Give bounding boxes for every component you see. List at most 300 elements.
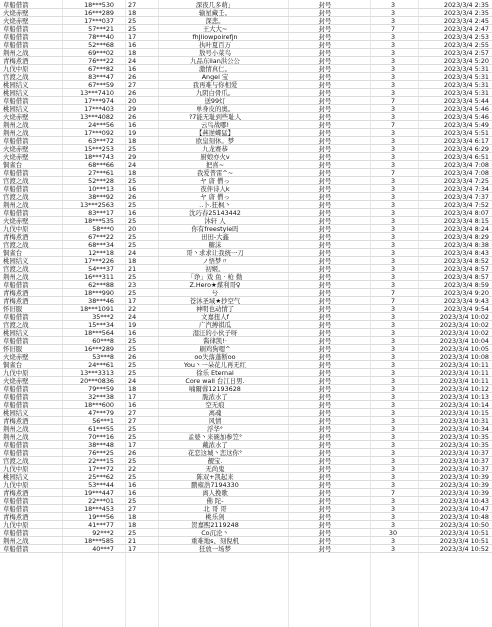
nickname-cell: You丶一朵花儿再无红 (183, 361, 247, 369)
days-cell: 7 (390, 25, 396, 33)
level-cell: 25 (128, 361, 137, 369)
time-cell: 2023/3/4 10:15 (439, 409, 489, 417)
time-cell: 2023/3/4 10:43 (439, 497, 489, 505)
time-cell: 2023/3/4 5:31 (443, 81, 489, 89)
action-cell: 封号 (318, 9, 332, 17)
account-cell: 10***13 (88, 185, 114, 193)
account-cell: 83***47 (88, 73, 114, 81)
nickname-cell: 欧皇刻休。梦 (195, 137, 235, 145)
level-cell: 25 (128, 17, 137, 25)
account-cell: 17***037 (84, 17, 114, 25)
server-cell: 青梅煮酒 (3, 489, 29, 497)
action-cell: 封号 (318, 137, 332, 145)
nickname-cell: 广汽搏祺瓜 (199, 321, 231, 329)
time-cell: 2023/3/4 9:43 (443, 297, 489, 305)
nickname-cell: 浮华° (207, 425, 223, 433)
level-cell: 24 (128, 377, 137, 385)
table-row (0, 505, 492, 513)
table-row (0, 9, 492, 17)
action-cell: 封号 (318, 177, 332, 185)
time-cell: 2023/3/4 5:31 (443, 89, 489, 97)
nickname-cell: 「诤」戏 鱼 · 枪 勤 (187, 273, 243, 281)
action-cell: 封号 (318, 201, 332, 209)
time-cell: 2023/3/4 10:11 (439, 361, 489, 369)
table-row (0, 329, 492, 337)
server-cell: 青梅煮酒 (3, 289, 29, 297)
action-cell: 封号 (318, 457, 332, 465)
nickname-cell: 湿汪的小伙子呀 (192, 329, 238, 337)
account-cell: 18***990 (84, 289, 114, 297)
table-row (0, 81, 492, 89)
days-cell: 3 (390, 193, 396, 201)
account-cell: 19***56 (88, 513, 114, 521)
server-cell: 铜雀台 (3, 361, 23, 369)
account-cell: 19***447 (84, 489, 114, 497)
account-cell: 38***48 (88, 441, 114, 449)
action-cell: 封号 (318, 17, 332, 25)
action-cell: 封号 (318, 97, 332, 105)
table-row (0, 449, 492, 457)
nickname-cell: 把喜~ (205, 161, 225, 169)
action-cell: 封号 (318, 449, 332, 457)
time-cell: 2023/3/4 2:35 (443, 1, 489, 9)
server-cell: 草船借箭 (3, 529, 29, 537)
action-cell: 封号 (318, 505, 332, 513)
nickname-cell: 执叶夏百万 (199, 41, 231, 49)
account-cell: 40***7 (92, 545, 114, 553)
server-cell: 火烧赤壁 (3, 217, 29, 225)
time-cell: 2023/3/4 10:02 (439, 313, 489, 321)
server-cell: 草船借箭 (3, 33, 29, 41)
days-cell: 3 (390, 9, 396, 17)
action-cell: 封号 (318, 345, 332, 353)
table-row (0, 65, 492, 73)
time-cell: 2023/3/4 6:29 (443, 145, 489, 153)
days-cell: 3 (390, 425, 396, 433)
table-row (0, 121, 492, 129)
action-cell: 封号 (318, 465, 332, 473)
account-cell: 41***77 (88, 521, 114, 529)
account-cell: 83***17 (88, 209, 114, 217)
time-cell: 2023/3/4 10:37 (439, 465, 489, 473)
level-cell: 25 (128, 425, 137, 433)
account-cell: 22***15 (88, 457, 114, 465)
level-cell: 26 (128, 113, 137, 121)
level-cell: 25 (128, 433, 137, 441)
action-cell: 封号 (318, 1, 332, 9)
days-cell: 3 (390, 313, 396, 321)
account-cell: 16***289 (84, 345, 114, 353)
action-cell: 封号 (318, 25, 332, 33)
action-cell: 封号 (318, 129, 332, 137)
table-row (0, 289, 492, 297)
time-cell: 2023/3/4 2:57 (443, 49, 489, 57)
time-cell: 2023/3/4 7:08 (443, 169, 489, 177)
server-cell: 桃园结义 (3, 473, 29, 481)
level-cell: 22 (128, 305, 137, 313)
level-cell: 27 (128, 409, 137, 417)
action-cell: 封号 (318, 401, 332, 409)
server-cell: 草船借箭 (3, 25, 29, 33)
nickname-cell: 单身皮的奥。 (195, 105, 235, 113)
days-cell: 3 (390, 385, 396, 393)
days-cell: 3 (390, 545, 396, 553)
nickname-cell: Z.Hero★煤利哥♀ (189, 281, 241, 289)
action-cell: 封号 (318, 225, 332, 233)
account-cell: 18***530 (84, 1, 114, 9)
server-cell: 草船借箭 (3, 545, 29, 553)
time-cell: 2023/3/4 5:46 (443, 105, 489, 113)
account-cell: 67***82 (88, 65, 114, 73)
action-cell: 封号 (318, 273, 332, 281)
nickname-cell: ?7能无耻到些耻人 (188, 113, 242, 121)
time-cell: 2023/3/4 6:51 (443, 153, 489, 161)
server-cell: 草船借箭 (3, 497, 29, 505)
server-cell: 官渡之战 (3, 177, 29, 185)
level-cell: 25 (128, 529, 137, 537)
days-cell: 3 (390, 137, 396, 145)
server-cell: 九伐中原 (3, 481, 29, 489)
time-cell: 2023/3/4 9:54 (443, 305, 489, 313)
time-cell: 2023/3/4 2:55 (443, 41, 489, 49)
action-cell: 封号 (318, 521, 332, 529)
time-cell: 2023/3/4 8:38 (443, 241, 489, 249)
account-cell: 16***289 (84, 9, 114, 17)
time-cell: 2023/3/4 10:34 (439, 425, 489, 433)
server-cell: 青梅煮酒 (3, 513, 29, 521)
time-cell: 2023/3/4 7:34 (443, 185, 489, 193)
time-cell: 2023/3/4 8:59 (443, 281, 489, 289)
nickname-cell: ヤ 唐 僧っ (200, 177, 230, 185)
days-cell: 3 (390, 241, 396, 249)
nickname-cell: Co沉沦丶 (201, 529, 229, 537)
time-cell: 2023/3/4 5:31 (443, 65, 489, 73)
time-cell: 2023/3/4 10:39 (439, 489, 489, 497)
level-cell: 23 (128, 281, 137, 289)
account-cell: 53***44 (88, 481, 114, 489)
account-cell: 15***253 (84, 145, 114, 153)
days-cell: 3 (390, 273, 396, 281)
time-cell: 2023/3/4 8:43 (443, 249, 489, 257)
account-cell: 13***3313 (80, 369, 114, 377)
level-cell: 25 (128, 201, 137, 209)
days-cell: 3 (390, 41, 396, 49)
action-cell: 封号 (318, 153, 332, 161)
days-cell: 3 (390, 161, 396, 169)
time-cell: 2023/3/4 10:52 (439, 545, 489, 553)
time-cell: 2023/3/4 10:02 (439, 329, 489, 337)
time-cell: 2023/3/4 6:17 (443, 137, 489, 145)
nickname-cell: 糖沫 (208, 241, 222, 249)
level-cell: 18 (128, 521, 137, 529)
level-cell: 18 (128, 9, 137, 17)
level-cell: 24 (128, 249, 137, 257)
server-cell: 荆州之战 (3, 49, 29, 57)
table-row (0, 33, 492, 41)
table-row (0, 145, 492, 153)
server-cell: 官渡之战 (3, 73, 29, 81)
nickname-cell: 桃乐剑 (205, 513, 225, 521)
time-cell: 2023/3/4 10:47 (439, 505, 489, 513)
account-cell: 57***21 (88, 25, 114, 33)
days-cell: 3 (390, 449, 396, 457)
level-cell: 25 (128, 345, 137, 353)
account-cell: 35***2 (92, 313, 114, 321)
days-cell: 3 (390, 329, 396, 337)
time-cell: 2023/3/4 8:29 (443, 233, 489, 241)
level-cell: 16 (128, 121, 137, 129)
action-cell: 封号 (318, 337, 332, 345)
time-cell: 2023/3/4 10:51 (439, 537, 489, 545)
level-cell: 17 (128, 33, 137, 41)
nickname-cell: 田田-大鑫 (201, 233, 229, 241)
days-cell: 3 (390, 249, 396, 257)
table-row (0, 361, 492, 369)
nickname-cell: 神明也动情了 (195, 305, 235, 313)
account-cell: 67***22 (88, 233, 114, 241)
nickname-cell: 陈双+凯起来 (196, 473, 234, 481)
account-cell: 53***8 (92, 353, 114, 361)
level-cell: 16 (128, 329, 137, 337)
action-cell: 封号 (318, 321, 332, 329)
action-cell: 封号 (318, 353, 332, 361)
days-cell: 3 (390, 265, 396, 273)
account-cell: 16***311 (84, 273, 114, 281)
table-row (0, 161, 492, 169)
action-cell: 封号 (318, 217, 332, 225)
days-cell: 7 (390, 289, 396, 297)
action-cell: 封号 (318, 481, 332, 489)
level-cell: 16 (128, 41, 137, 49)
days-cell: 3 (390, 217, 396, 225)
table-row (0, 249, 492, 257)
level-cell: 17 (128, 441, 137, 449)
nickname-cell: 敖号小菜鸟 (199, 49, 231, 57)
level-cell: 25 (128, 145, 137, 153)
table-row (0, 313, 492, 321)
level-cell: 24 (128, 57, 137, 65)
server-cell: 九伐中原 (3, 465, 29, 473)
nickname-cell: 离魂 (208, 409, 222, 417)
table-row (0, 105, 492, 113)
level-cell: 17 (128, 545, 137, 553)
level-cell: 25 (128, 457, 137, 465)
server-cell: 草船借箭 (3, 185, 29, 193)
nickname-cell: 沐轩 人 (204, 217, 226, 225)
level-cell: 18 (128, 513, 137, 521)
server-cell: 草船借箭 (3, 385, 29, 393)
server-cell: 火烧赤壁 (3, 353, 29, 361)
server-cell: 桃园结义 (3, 329, 29, 337)
server-cell: 桃园结义 (3, 105, 29, 113)
nickname-cell: 刷鸡狗嗯^ (199, 345, 231, 353)
days-cell: 3 (390, 401, 396, 409)
level-cell: 26 (128, 193, 137, 201)
server-cell: 火烧赤壁 (3, 153, 29, 161)
level-cell: 18 (128, 169, 137, 177)
days-cell: 3 (390, 321, 396, 329)
nickname-cell: 王大大~ (202, 25, 228, 33)
level-cell: 16 (128, 489, 137, 497)
account-cell: 32***38 (88, 393, 114, 401)
action-cell: 封号 (318, 369, 332, 377)
time-cell: 2023/3/4 2:35 (443, 9, 489, 17)
time-cell: 2023/3/4 10:50 (439, 521, 489, 529)
table-row (0, 297, 492, 305)
days-cell: 3 (390, 409, 396, 417)
level-cell: 18 (128, 137, 137, 145)
table-row (0, 25, 492, 33)
level-cell: 19 (128, 321, 137, 329)
days-cell: 3 (390, 129, 396, 137)
table-row (0, 433, 492, 441)
time-cell: 2023/3/4 10:39 (439, 473, 489, 481)
table-row (0, 369, 492, 377)
table-row (0, 489, 492, 497)
level-cell: 20 (128, 225, 137, 233)
nickname-cell: 喃爾蓉12193628 (189, 385, 241, 393)
days-cell: 3 (390, 49, 396, 57)
days-cell: 3 (390, 521, 396, 529)
account-cell: 78***40 (88, 33, 114, 41)
days-cell: 3 (390, 345, 396, 353)
account-cell: 62***88 (88, 281, 114, 289)
days-cell: 7 (390, 169, 396, 177)
days-cell: 3 (390, 145, 396, 153)
action-cell: 封号 (318, 305, 332, 313)
nickname-cell: 鹏雍浩7194330 (191, 481, 239, 489)
account-cell: 17***72 (88, 465, 114, 473)
server-cell: 官渡之战 (3, 193, 29, 201)
table-row (0, 57, 492, 65)
action-cell: 封号 (318, 41, 332, 49)
server-cell: 青梅煮酒 (3, 57, 29, 65)
level-cell: 16 (128, 185, 137, 193)
action-cell: 封号 (318, 185, 332, 193)
table-row (0, 185, 492, 193)
days-cell: 3 (390, 89, 396, 97)
table-row (0, 481, 492, 489)
time-cell: 2023/3/4 10:37 (439, 449, 489, 457)
action-cell: 封号 (318, 361, 332, 369)
action-cell: 封号 (318, 537, 332, 545)
days-cell: 3 (390, 113, 396, 121)
account-cell: 18***585 (84, 537, 114, 545)
account-cell: 18***743 (84, 153, 114, 161)
nickname-cell: fhJIiowpoirefjn (192, 33, 238, 41)
days-cell: 3 (390, 57, 396, 65)
table-row (0, 521, 492, 529)
server-cell: 铜雀台 (3, 249, 23, 257)
server-cell: 官渡之战 (3, 265, 29, 273)
time-cell: 2023/3/4 10:12 (439, 385, 489, 393)
table-row (0, 513, 492, 521)
account-cell: 13***2563 (80, 201, 114, 209)
account-cell: 52***68 (88, 41, 114, 49)
time-cell: 2023/3/4 8:57 (443, 265, 489, 273)
time-cell: 2023/3/4 10:39 (439, 481, 489, 489)
account-cell: 38***92 (88, 193, 114, 201)
level-cell: 27 (128, 81, 137, 89)
table-row (0, 153, 492, 161)
days-cell: 3 (390, 17, 396, 25)
server-cell: 草船借箭 (3, 505, 29, 513)
account-cell: 24***56 (88, 121, 114, 129)
level-cell: 25 (128, 337, 137, 345)
days-cell: 3 (390, 433, 396, 441)
server-cell: 荆州之战 (3, 273, 29, 281)
account-cell: 15***34 (88, 321, 114, 329)
action-cell: 封号 (318, 33, 332, 41)
server-cell: 草船借箭 (3, 393, 29, 401)
account-cell: 76***22 (88, 57, 114, 65)
days-cell: 3 (390, 353, 396, 361)
days-cell: 3 (390, 153, 396, 161)
table-row (0, 409, 492, 417)
action-cell: 封号 (318, 545, 332, 553)
time-cell: 2023/3/4 5:20 (443, 57, 489, 65)
account-cell: 56***1 (92, 417, 114, 425)
server-cell: 草船借箭 (3, 137, 29, 145)
table-row (0, 169, 492, 177)
action-cell: 封号 (318, 529, 332, 537)
time-cell: 2023/3/4 8:24 (443, 225, 489, 233)
account-cell: 24***61 (88, 361, 114, 369)
days-cell: 7 (390, 97, 396, 105)
server-cell: 青梅煮酒 (3, 233, 29, 241)
action-cell: 封号 (318, 425, 332, 433)
account-cell: 54***37 (88, 265, 114, 273)
nickname-cell: 贺嘉熙2119248 (191, 521, 239, 529)
table-row (0, 417, 492, 425)
days-cell: 3 (390, 481, 396, 489)
days-cell: 3 (390, 513, 396, 521)
days-cell: 3 (390, 337, 396, 345)
action-cell: 封号 (318, 257, 332, 265)
account-cell: 27***61 (88, 169, 114, 177)
level-cell: 26 (128, 353, 137, 361)
nickname-cell: Core wall 台江日男. (185, 377, 245, 385)
days-cell: 3 (390, 393, 396, 401)
action-cell: 封号 (318, 145, 332, 153)
time-cell: 2023/3/4 10:11 (439, 377, 489, 385)
table-row (0, 425, 492, 433)
table-row (0, 113, 492, 121)
action-cell: 封号 (318, 233, 332, 241)
account-cell: 17***092 (84, 129, 114, 137)
action-cell: 封号 (318, 489, 332, 497)
action-cell: 封号 (318, 113, 332, 121)
level-cell: 22 (128, 465, 137, 473)
days-cell: 3 (390, 361, 396, 369)
action-cell: 封号 (318, 513, 332, 521)
table-row (0, 537, 492, 545)
action-cell: 封号 (318, 433, 332, 441)
nickname-cell: 空无痕 (205, 401, 225, 409)
account-cell: 17***226 (84, 257, 114, 265)
action-cell: 封号 (318, 209, 332, 217)
table-row (0, 377, 492, 385)
table-row (0, 97, 492, 105)
account-cell: 20***0836 (80, 377, 114, 385)
server-cell: 九伐中原 (3, 369, 29, 377)
action-cell: 封号 (318, 497, 332, 505)
nickname-cell: 我再难与你相爱 (192, 81, 238, 89)
time-cell: 2023/3/4 8:07 (443, 209, 489, 217)
days-cell: 30 (388, 529, 398, 537)
time-cell: 2023/3/4 5:51 (443, 129, 489, 137)
days-cell: 3 (390, 209, 396, 217)
